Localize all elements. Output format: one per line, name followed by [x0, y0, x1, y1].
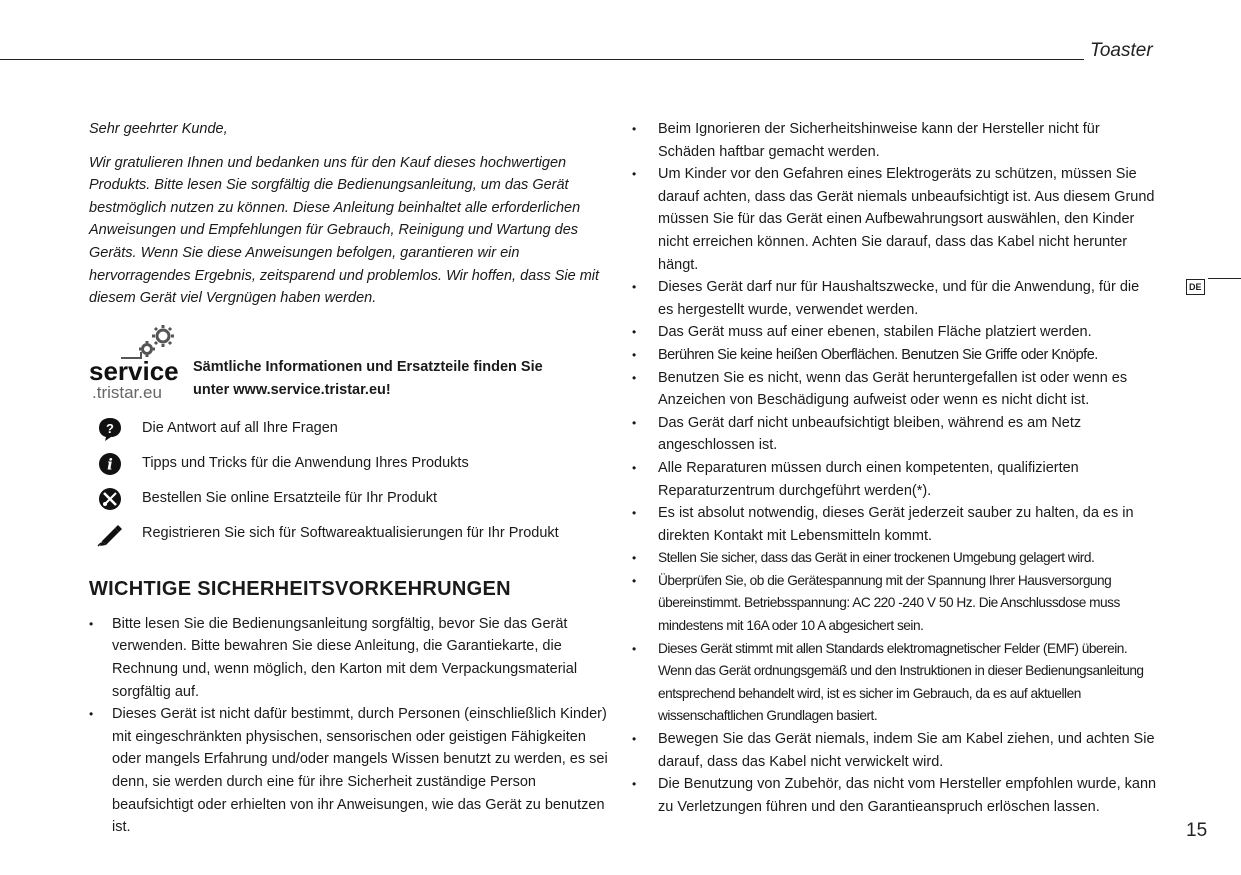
feature-row: [89, 486, 614, 521]
feature-row: [89, 521, 614, 556]
header-rule: [0, 59, 1084, 60]
svg-text:i: i: [107, 455, 113, 474]
safety-item: • Dieses Gerät ist nicht dafür bestimmt, durch Personen (einschließlich Kinder) mit eingeschränkten physischen, sensorischen oder geistigen Fähigkeiten oder mangels Erfahrung und/oder mangels Wissen benutzt zu werden, es sei denn, sie werden durch eine für ihre Sicherheit zuständige Person beaufsichtigt oder erhielten von ihr Anweisungen, wie das Gerät zu benutzen ist.: [89, 703, 614, 839]
service-block: [89, 322, 614, 414]
safety-list-right: [632, 118, 1157, 818]
service-tristar-logo: [89, 322, 189, 402]
service-text: [193, 356, 543, 402]
safety-item: • Alle Reparaturen müssen durch einen kompetenten, qualifizierten Reparaturzentrum durchgeführt werden(*).: [632, 457, 1157, 502]
safety-item: • Bewegen Sie das Gerät niemals, indem Sie am Kabel ziehen, und achten Sie darauf, dass das Kabel nicht verwickelt wird.: [632, 728, 1157, 773]
feature-list: [89, 416, 614, 556]
service-text-line1: Sämtliche Informationen und Ersatzteile finden Sie: [193, 358, 543, 375]
safety-item: • Dieses Gerät stimmt mit allen Standards elektromagnetischer Felder (EMF) überein. Wenn das Gerät ordnungsgemäß und den Instruktionen in dieser Bedienungsanleitung entsprechend behandelt wird, ist es sicher im Gebrauch, da es auf aktuellen wissenschaftlichen Grundlagen basiert.: [632, 638, 1157, 728]
right-column: [632, 118, 1157, 818]
left-column: [89, 118, 614, 839]
feature-label: Registrieren Sie sich für Softwareaktualisierungen für Ihr Produkt: [142, 524, 559, 541]
feature-row: [89, 416, 614, 451]
safety-item: • Stellen Sie sicher, dass das Gerät in einer trockenen Umgebung gelagert wird.: [632, 547, 1157, 570]
safety-item: • Um Kinder vor den Gefahren eines Elektrogeräts zu schützen, müssen Sie darauf achten, dass das Gerät niemals unbeaufsichtigt ist. Aus diesem Grund müssen Sie für das Gerät einen Aufbewahrungsort auswählen, den Kinder nicht erreichen können. Achten Sie darauf, dass das Kabel nicht herunter hängt.: [632, 163, 1157, 276]
safety-heading: WICHTIGE SICHERHEITSVORKEHRUNGEN: [89, 577, 511, 600]
tools-icon: [97, 486, 123, 512]
safety-item: • Es ist absolut notwendig, dieses Gerät jederzeit sauber zu halten, da es in direkten Kontakt mit Lebensmitteln kommt.: [632, 502, 1157, 547]
svg-text:?: ?: [106, 420, 114, 436]
feature-row: [89, 451, 614, 486]
intro-paragraph: Wir gratulieren Ihnen und bedanken uns für den Kauf dieses hochwertigen Produkts. Bitte lesen Sie sorgfältig die Bedienungsanleitung, um das Gerät bestmöglich nutzen zu können. Diese Anleitung beinhaltet alle erforderlichen Anweisungen und Empfehlungen für Gebrauch, Reinigung und Wartung des Geräts. Wenn Sie diese Anweisungen befolgen, garantieren wir ein hervorragendes Ergebnis, zeitsparend und problemlos. Wir hoffen, dass Sie mit diesem Gerät viel Vergnügen haben werden.: [89, 154, 600, 307]
safety-item: • Bitte lesen Sie die Bedienungsanleitung sorgfältig, bevor Sie das Gerät verwenden. Bitte bewahren Sie diese Anleitung, die Garantiekarte, die Rechnung und, wenn möglich, den Karton mit dem Verpackungsmaterial sorgfältig auf.: [89, 613, 614, 703]
document-title: Toaster: [1090, 40, 1153, 61]
safety-item: • Das Gerät muss auf einer ebenen, stabilen Fläche platziert werden.: [632, 321, 1157, 344]
safety-item: • Berühren Sie keine heißen Oberflächen. Benutzen Sie Griffe oder Knöpfe.: [632, 344, 1157, 367]
page-number: 15: [1186, 820, 1208, 841]
safety-item: • Das Gerät darf nicht unbeaufsichtigt bleiben, während es am Netz angeschlossen ist.: [632, 412, 1157, 457]
feature-label: Die Antwort auf all Ihre Fragen: [142, 419, 338, 436]
question-icon: [97, 416, 123, 442]
safety-item: • Beim Ignorieren der Sicherheitshinweise kann der Hersteller nicht für Schäden haftbar gemacht werden.: [632, 118, 1157, 163]
safety-item: • Überprüfen Sie, ob die Gerätespannung mit der Spannung Ihrer Hausversorgung übereinstimmt. Betriebsspannung: AC 220 -240 V 50 Hz. Die Anschlussdose muss mindestens mit 16A oder 10 A abgesichert sein.: [632, 570, 1157, 638]
logo-word: service: [89, 355, 179, 386]
safety-list-left: [89, 613, 614, 839]
service-text-line2: unter www.service.tristar.eu!: [193, 381, 391, 398]
language-badge: DE: [1186, 279, 1205, 295]
pen-icon: [97, 521, 123, 547]
info-icon: [97, 451, 123, 477]
safety-item: • Die Benutzung von Zubehör, das nicht vom Hersteller empfohlen wurde, kann zu Verletzungen führen und den Garantieanspruch erlöschen lassen.: [632, 773, 1157, 818]
feature-label: Tipps und Tricks für die Anwendung Ihres Produkts: [142, 454, 469, 471]
logo-sub: .tristar.eu: [92, 382, 162, 402]
greeting: Sehr geehrter Kunde,: [89, 121, 228, 137]
language-tab-rule: [1208, 278, 1241, 279]
feature-label: Bestellen Sie online Ersatzteile für Ihr Produkt: [142, 489, 437, 506]
safety-item: • Benutzen Sie es nicht, wenn das Gerät heruntergefallen ist oder wenn es Anzeichen von Beschädigung aufweist oder wenn es nicht dicht ist.: [632, 367, 1157, 412]
safety-item: • Dieses Gerät darf nur für Haushaltszwecke, und für die Anwendung, für die es hergestellt wurde, verwendet werden.: [632, 276, 1157, 321]
